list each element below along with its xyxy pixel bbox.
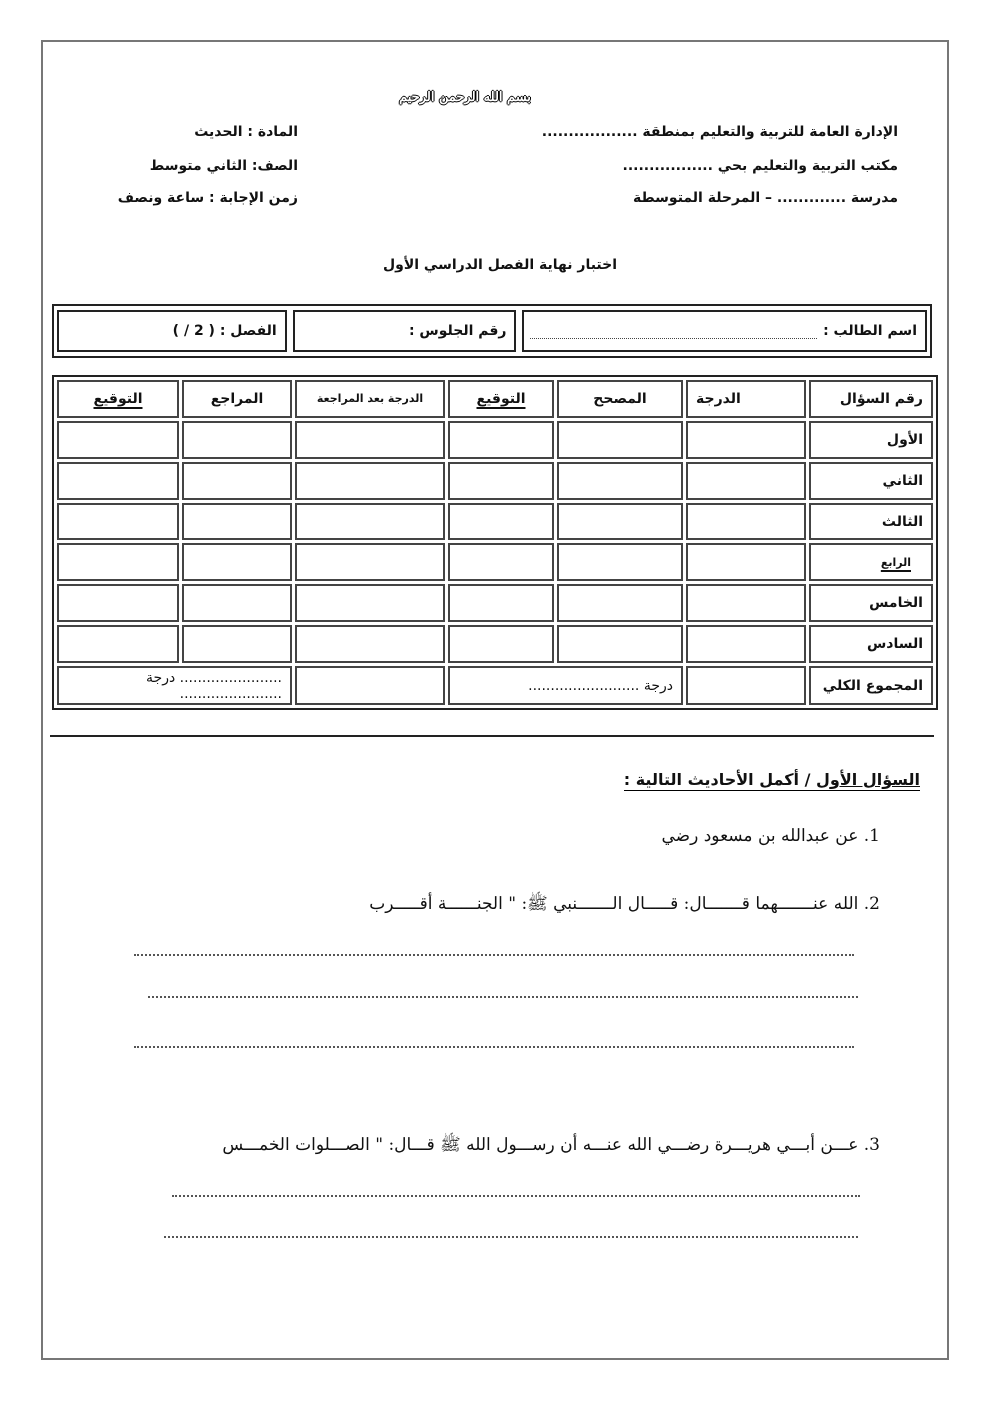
signature-cell[interactable] <box>448 462 554 500</box>
table-header-row <box>57 380 933 418</box>
header-score-after-review: الدرجة بعد المراجعة <box>295 380 445 418</box>
total-score-text[interactable]: درجة ......................... <box>448 666 683 705</box>
signature-cell[interactable] <box>57 503 179 541</box>
total-review-unit: درجة ....................... <box>146 669 282 702</box>
student-name-cell[interactable] <box>522 310 927 352</box>
signature-cell[interactable] <box>57 543 179 581</box>
school-line: مدرسة ............. – المرحلة المتوسطة <box>633 190 898 206</box>
answer-line[interactable] <box>172 1195 860 1197</box>
row-label: الخامس <box>809 584 933 622</box>
header-reviewer: المراجع <box>182 380 292 418</box>
review-score-cell[interactable] <box>295 625 445 663</box>
duration-line: زمن الإجابة : ساعة ونصف <box>117 190 298 206</box>
score-cell[interactable] <box>686 421 806 459</box>
row-label: الرابع <box>880 556 911 570</box>
hadith-item-3: 3. عـــن أبـــي هريـــرة رضـــي الله عنـــه أن رســـول الله ﷺ قـــال: " الصـــلوات الخمـــس <box>222 1135 880 1155</box>
table-row <box>57 584 933 622</box>
signature-cell[interactable] <box>57 584 179 622</box>
student-info-box <box>52 304 932 358</box>
hadith-item-2: 2. الله عنـــــــهما قـــــــال: قـــــال الـــــــنبي ﷺ: " الجنــــــة أقـــــرب <box>369 894 880 914</box>
question-1-instruction: أكمل الأحاديث التالية <box>635 770 800 789</box>
signature-cell[interactable] <box>448 421 554 459</box>
score-cell[interactable] <box>686 503 806 541</box>
reviewer-cell[interactable] <box>182 584 292 622</box>
answer-line[interactable] <box>164 1236 858 1238</box>
grades-table <box>52 375 938 710</box>
answer-line[interactable] <box>148 996 858 998</box>
review-score-cell[interactable] <box>295 584 445 622</box>
total-review-score-cell[interactable] <box>295 666 445 705</box>
row-label: الأول <box>809 421 933 459</box>
signature-cell[interactable] <box>448 625 554 663</box>
table-row <box>57 503 933 541</box>
table-row <box>57 421 933 459</box>
signature-cell[interactable] <box>57 421 179 459</box>
review-score-cell[interactable] <box>295 421 445 459</box>
reviewer-cell[interactable] <box>182 543 292 581</box>
header-score: الدرجة <box>686 380 806 418</box>
grader-cell[interactable] <box>557 584 683 622</box>
table-row <box>57 543 933 581</box>
signature-cell[interactable] <box>57 462 179 500</box>
grader-cell[interactable] <box>557 625 683 663</box>
question-1-title: السؤال الأول / أكمل الأحاديث التالية : <box>623 770 920 789</box>
class-label: الفصل : ( 2 / ) <box>172 323 277 339</box>
total-review-dots: ....................... <box>179 669 282 686</box>
total-review-text[interactable] <box>57 666 292 705</box>
total-label: المجموع الكلي <box>809 666 933 705</box>
grader-cell[interactable] <box>557 503 683 541</box>
score-cell[interactable] <box>686 462 806 500</box>
row-label: الثاني <box>809 462 933 500</box>
table-row <box>57 625 933 663</box>
office-line: مكتب التربية والتعليم بحي ................. <box>622 158 898 174</box>
subject-line: المادة : الحديث <box>194 124 298 140</box>
exam-title: اختبار نهاية الفصل الدراسي الأول <box>382 257 618 273</box>
review-score-cell[interactable] <box>295 503 445 541</box>
grader-cell[interactable] <box>557 462 683 500</box>
score-cell[interactable] <box>686 625 806 663</box>
total-score-cell[interactable] <box>686 666 806 705</box>
reviewer-cell[interactable] <box>182 503 292 541</box>
signature-cell[interactable] <box>57 625 179 663</box>
directorate-line: الإدارة العامة للتربية والتعليم بمنطقة .................. <box>541 124 898 140</box>
student-name-field[interactable] <box>530 324 817 339</box>
header-grader-signature: التوقيع <box>476 390 526 407</box>
row-label: السادس <box>809 625 933 663</box>
answer-line[interactable] <box>134 954 854 956</box>
header-grader: المصحح <box>557 380 683 418</box>
review-score-cell[interactable] <box>295 462 445 500</box>
answer-line[interactable] <box>134 1046 854 1048</box>
table-row <box>57 462 933 500</box>
seat-number-label: رقم الجلوس : <box>408 323 507 339</box>
row-label: الثالث <box>809 503 933 541</box>
reviewer-cell[interactable] <box>182 625 292 663</box>
signature-cell[interactable] <box>448 584 554 622</box>
basmala: بسم الله الرحمن الرحيم <box>399 90 531 105</box>
reviewer-cell[interactable] <box>182 421 292 459</box>
signature-cell[interactable] <box>448 503 554 541</box>
class-cell[interactable] <box>57 310 287 352</box>
signature-cell[interactable] <box>448 543 554 581</box>
score-cell[interactable] <box>686 543 806 581</box>
question-1-heading: السؤال الأول <box>816 770 920 789</box>
reviewer-cell[interactable] <box>182 462 292 500</box>
seat-number-cell[interactable] <box>293 310 517 352</box>
header-reviewer-signature: التوقيع <box>93 390 143 407</box>
header-question-number: رقم السؤال <box>809 380 933 418</box>
grade-line: الصف: الثاني متوسط <box>149 158 298 174</box>
grader-cell[interactable] <box>557 543 683 581</box>
total-row <box>57 666 933 705</box>
score-cell[interactable] <box>686 584 806 622</box>
grader-cell[interactable] <box>557 421 683 459</box>
section-divider <box>50 735 934 737</box>
hadith-item-1: 1. عن عبدالله بن مسعود رضي <box>661 826 880 846</box>
review-score-cell[interactable] <box>295 543 445 581</box>
student-name-label: اسم الطالب : <box>823 323 917 339</box>
